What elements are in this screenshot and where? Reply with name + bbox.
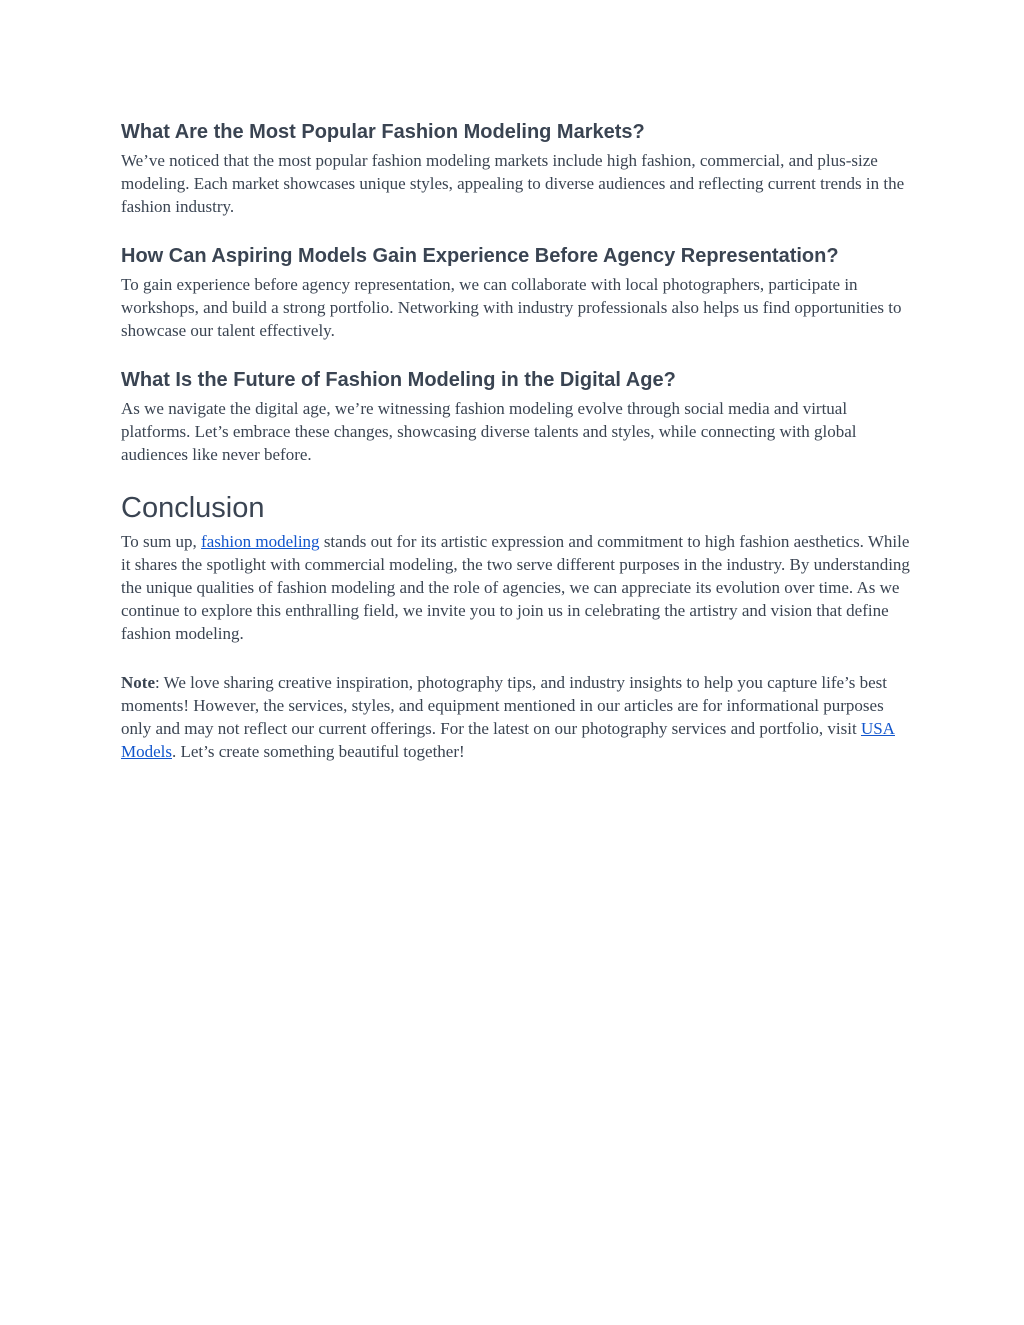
section-spacer (121, 218, 911, 242)
faq-answer-popular-markets: We’ve noticed that the most popular fashion modeling markets include high fashion, commercial, and plus-size modeling. Each market showcases unique styles, appealing to diverse audiences and reflecting current trends in the fashion industry. (121, 151, 905, 216)
conclusion-text-end: stands out for its artistic expression and commitment to high fashion aesthetics. While it shares the spotlight with commercial modeling, the two serve different purposes in the industry. By understanding the unique qualities of fashion modeling and the role of agencies, we can appreciate its evolution over time. As we continue to explore this enthralling field, we invite you to join us in celebrating the artistry and vision that define fashion modeling. (121, 532, 910, 643)
document-page (121, 118, 911, 763)
note-paragraph (121, 671, 911, 763)
faq-question-popular-markets: What Are the Most Popular Fashion Modeling Markets? (121, 121, 645, 143)
note-label: Note (121, 673, 155, 692)
usa-models-link[interactable]: USA Models (121, 719, 895, 761)
conclusion-heading: Conclusion (121, 492, 265, 524)
note-text-start: : We love sharing creative inspiration, photography tips, and industry insights to help you capture life’s best moments! However, the services, styles, and equipment mentioned in our articles are for informational purposes only and may not reflect our current offerings. For the latest on our photography services and portfolio, visit (121, 673, 887, 738)
conclusion-section (121, 490, 911, 645)
section-spacer (121, 342, 911, 366)
fashion-modeling-link[interactable]: fashion modeling (201, 532, 320, 551)
faq-answer-future-digital-age: As we navigate the digital age, we’re witnessing fashion modeling evolve through social media and virtual platforms. Let’s embrace these changes, showcasing diverse talents and styles, while connecting with global audiences like never before. (121, 399, 857, 464)
faq-popular-markets (121, 118, 911, 218)
faq-question-future-digital-age: What Is the Future of Fashion Modeling in the Digital Age? (121, 369, 676, 391)
conclusion-paragraph (121, 530, 911, 645)
faq-question-gain-experience: How Can Aspiring Models Gain Experience Before Agency Representation? (121, 245, 839, 267)
conclusion-text-start: To sum up, (121, 532, 202, 551)
faq-future-digital-age (121, 366, 911, 466)
note-text-end: . Let’s create something beautiful together! (172, 742, 465, 761)
faq-answer-gain-experience: To gain experience before agency representation, we can collaborate with local photographers, participate in workshops, and build a strong portfolio. Networking with industry professionals also helps us find opportunities to showcase our talent effectively. (121, 275, 902, 340)
faq-gain-experience (121, 242, 911, 342)
note-section (121, 671, 911, 763)
section-spacer (121, 645, 911, 671)
section-spacer (121, 466, 911, 490)
